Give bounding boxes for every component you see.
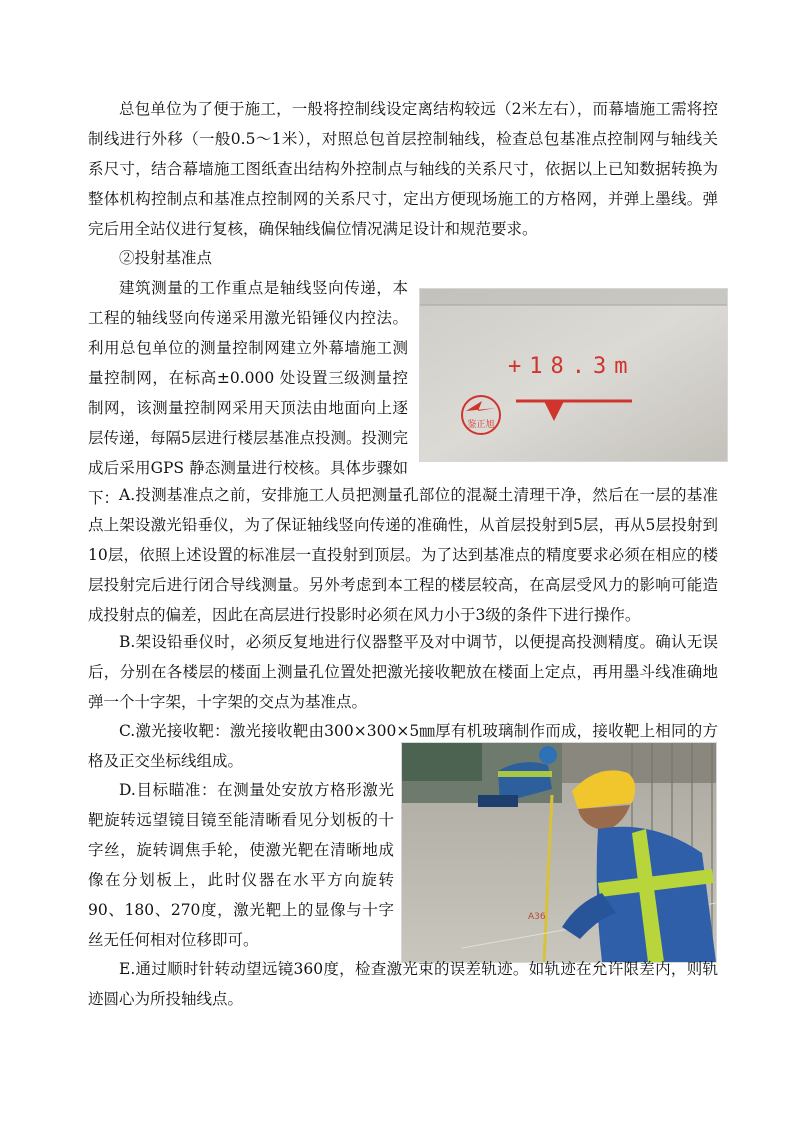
workers-drawing: [402, 743, 716, 962]
elevation-mark-photo: [419, 288, 728, 462]
stamp-text: 鉴正旭: [467, 420, 495, 430]
elevation-mark-drawing: [420, 289, 727, 461]
workers-marking-photo: [401, 742, 717, 963]
floor-mark-text: A36: [528, 912, 546, 922]
paragraph-step-e: E.通过顺时针转动望远镜360度，检查激光束的误差轨迹。如轨迹在允许限差内，则轨迹圆心为所投轴线点。: [88, 960, 718, 1008]
section-heading-project-points: ②投射基准点: [119, 249, 213, 267]
paragraph-step-c: C.激光接收靶：激光接收靶由300×300×5㎜厚有机玻璃制作而成，接收靶上相同的方格及正交坐标线组成。: [88, 722, 718, 770]
paragraph-vertical-transfer: 建筑测量的工作重点是轴线竖向传递，本工程的轴线竖向传递采用激光铅锤仪内控法。利用总包单位的测量控制网建立外幕墙施工测量控制网，在标高±0.000 处设置三级测量控制网，该测量控制网采用天顶法由地面向上逐层传递，每隔5层进行楼层基准点投测。投测完成后采用GPS 静态测量进行校核。具体步骤如下：: [88, 279, 408, 507]
elevation-mark-text: +18.3m: [508, 354, 636, 379]
paragraph-step-a: A.投测基准点之前，安排施工人员把测量孔部位的混凝土清理干净，然后在一层的基准点上架设激光铅垂仪，为了保证轴线竖向传递的准确性，从首层投射到5层，再从5层投射到10层，依照上述设置的标准层一直投射到顶层。为了达到基准点的精度要求必须在相应的楼层投射完后进行闭合导线测量。另外考虑到本工程的楼层较高，在高层受风力的影响可能造成投射点的偏差，因此在高层进行投影时必须在风力小于3级的条件下进行操作。: [88, 486, 718, 624]
paragraph-step-b: B.架设铅垂仪时，必须反复地进行仪器整平及对中调节，以便提高投测精度。确认无误后，分别在各楼层的楼面上测量孔位置处把激光接收靶放在楼面上定点，再用墨斗线准确地弹一个十字架，十字架的交点为基准点。: [88, 633, 718, 711]
paragraph-control-lines: 总包单位为了便于施工，一般将控制线设定离结构较远（2米左右），而幕墙施工需将控制线进行外移（一般0.5～1米），对照总包首层控制轴线，检查总包基准点控制网与轴线关系尺寸，结合幕墙施工图纸查出结构外控制点与轴线的关系尺寸，依据以上已知数据转换为整体机构控制点和基准点控制网的关系尺寸，定出方便现场施工的方格网，并弹上墨线。弹完后用全站仪进行复核，确保轴线偏位情况满足设计和规范要求。: [88, 100, 718, 238]
paragraph-step-d: D.目标瞄准：在测量处安放方格形激光靶旋转远望镜目镜至能清晰看见分划板的十字丝，旋转调焦手轮，使激光靶在清晰地成像在分划板上，此时仪器在水平方向旋转90、180、270度，激光靶上的显像与十字丝无任何相对位移即可。: [88, 781, 394, 949]
